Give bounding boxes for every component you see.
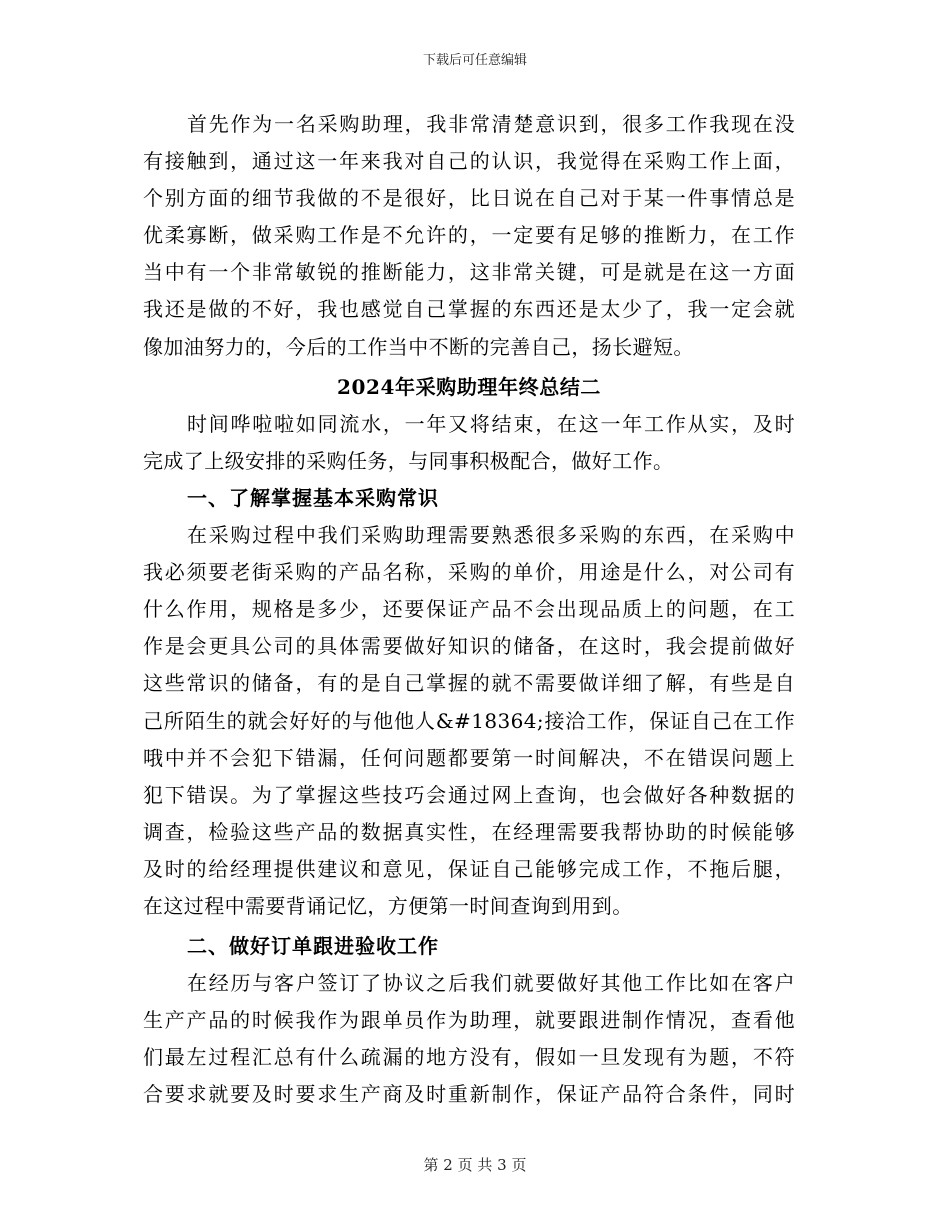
section-heading-1: 一、了解掌握基本采购常识 — [187, 485, 439, 510]
paragraph-line: 及时的给经理提供建议和意见，保证自己能够完成工作，不拖后腿， — [143, 856, 795, 881]
page-header: 下载后可任意编辑 — [422, 53, 527, 68]
paragraph-line: 在经历与客户签订了协议之后我们就要做好其他工作比如在客户 — [187, 971, 795, 996]
paragraph-line: 优柔寡断，做采购工作是不允许的，一定要有足够的推断力，在工作 — [143, 223, 795, 248]
paragraph-line: 哦中并不会犯下错漏，任何问题都要第一时间解决，不在错误问题上 — [143, 745, 795, 770]
paragraph-line: 合要求就要及时要求生产商及时重新制作，保证产品符合条件，同时 — [143, 1082, 795, 1107]
section-title: 2024年采购助理年终总结二 — [336, 374, 602, 399]
paragraph-line: 我必须要老街采购的产品名称，采购的单价，用途是什么，对公司有 — [143, 560, 795, 585]
section-heading-2: 二、做好订单跟进验收工作 — [187, 934, 439, 959]
paragraph-line: 在这过程中需要背诵记忆，方便第一时间查询到用到。 — [143, 893, 633, 918]
paragraph-order-followup — [143, 965, 795, 1113]
paragraph-line: 有接触到，通过这一年来我对自己的认识，我觉得在采购工作上面， — [143, 149, 795, 174]
paragraph-procurement-knowledge — [143, 517, 795, 925]
paragraph-line: 什么作用，规格是多少，还要保证产品不会出现品质上的问题，在工 — [143, 597, 795, 622]
paragraph-line: 们最左过程汇总有什么疏漏的地方没有，假如一旦发现有为题，不符 — [143, 1045, 795, 1070]
paragraph-line: 首先作为一名采购助理，我非常清楚意识到，很多工作我现在没 — [187, 112, 795, 136]
paragraph-line: 时间哗啦啦如同流水，一年又将结束，在这一年工作从实，及时 — [187, 411, 795, 436]
paragraph-self-reflection — [143, 106, 795, 366]
paragraph-line: 调查，检验这些产品的数据真实性，在经理需要我帮协助的时候能够 — [143, 819, 795, 844]
paragraph-line: 像加油努力的，今后的工作当中不断的完善自己，扬长避短。 — [143, 334, 694, 359]
paragraph-line: 生产产品的时候我作为跟单员作为助理，就要跟进制作情况，查看他 — [143, 1008, 795, 1033]
paragraph-line: 这些常识的储备，有的是自己掌握的就不需要做详细了解，有些是自 — [143, 671, 795, 696]
paragraph-intro — [143, 406, 795, 480]
document-body — [143, 106, 795, 1114]
paragraph-line: 作是会更具公司的具体需要做好知识的储备，在这时，我会提前做好 — [143, 634, 795, 659]
paragraph-line: 当中有一个非常敏锐的推断能力，这非常关键，可是就是在这一方面 — [143, 260, 795, 285]
paragraph-line: 己所陌生的就会好好的与他他人&#18364;接洽工作，保证自己在工作 — [143, 708, 795, 733]
paragraph-line: 在采购过程中我们采购助理需要熟悉很多采购的东西，在采购中 — [187, 523, 795, 548]
page-footer: 第 2 页 共 3 页 — [423, 1156, 527, 1174]
paragraph-line: 个别方面的细节我做的不是很好，比日说在自己对于某一件事情总是 — [143, 186, 795, 211]
paragraph-line: 我还是做的不好，我也感觉自己掌握的东西还是太少了，我一定会就 — [143, 297, 795, 322]
paragraph-line: 犯下错误。为了掌握这些技巧会通过网上查询，也会做好各种数据的 — [143, 782, 795, 807]
paragraph-line: 完成了上级安排的采购任务，与同事积极配合，做好工作。 — [143, 448, 674, 473]
